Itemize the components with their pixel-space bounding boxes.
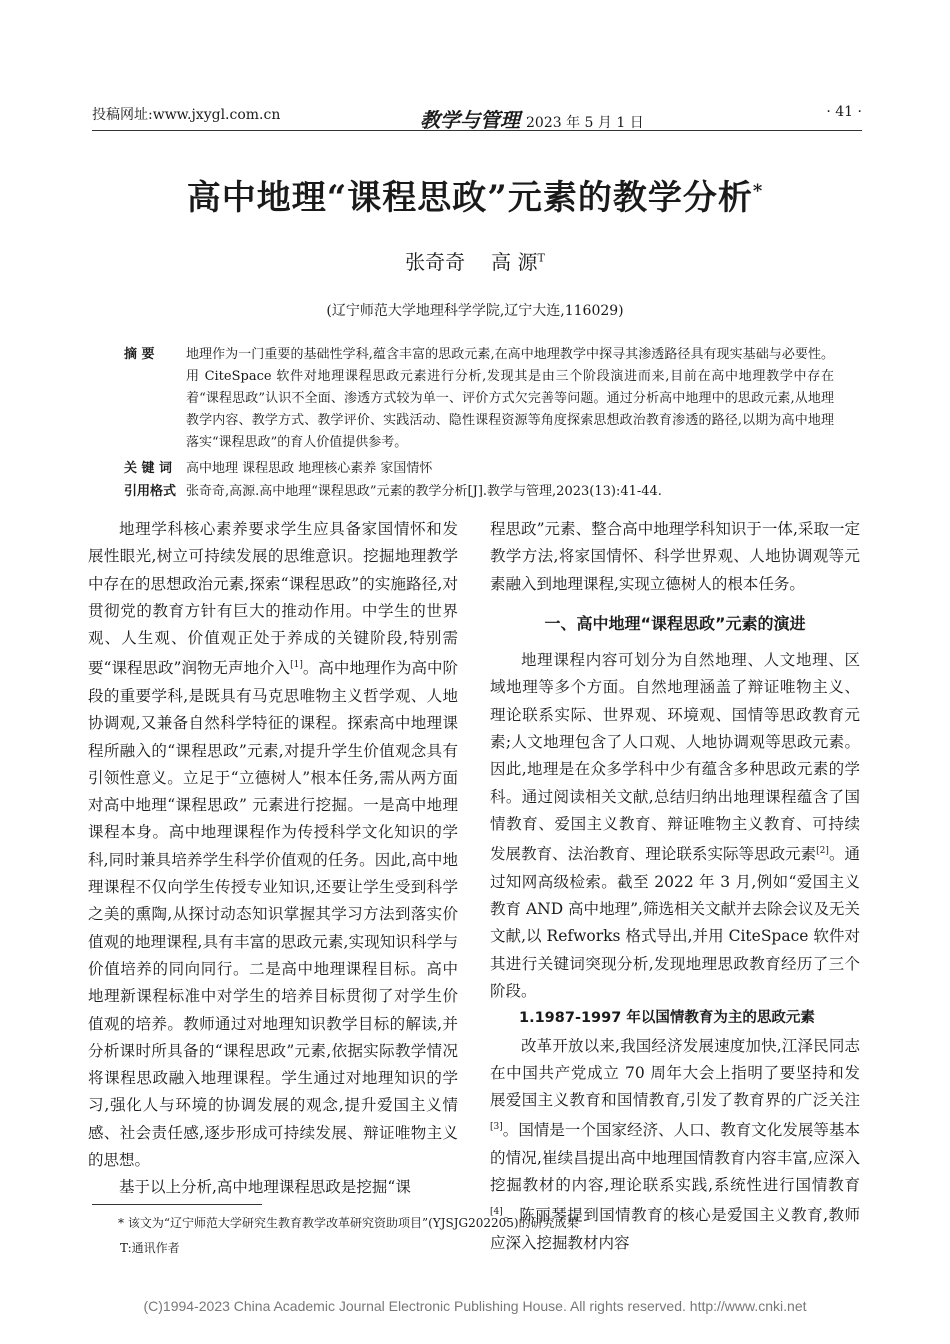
paragraph: 地理课程内容可划分为自然地理、人文地理、区域地理等多个方面。自然地理涵盖了辩证唯物主义、理论联系实际、世界观、环境观、国情等思政教育元素;人文地理包含了人口观、人地协调观等思政元素。因此,地理是在众多学科中少有蕴含多种思政元素的学科。通过阅读相关文献,总结归纳出地理课程蕴含了国情教育、爱国主义教育、辩证唯物主义教育、可持续发展教育、法治教育、理论联系实际等思政元素[2]。通过知网高级检索。截至 2022 年 3 月,例如“爱国主义教育 AND 高中地理”,筛选相关文献并去除会议及无关文献,以 Refworks 格式导出,并用 CiteSpace 软件对其进行关键词突现分析,发现地理思政教育经历了三个阶段。: [490, 651, 860, 1000]
citation-label: 引用格式: [124, 484, 177, 499]
affiliation: (辽宁师范大学地理科学学院,辽宁大连,116029): [326, 303, 624, 319]
paper-title: [0, 170, 950, 219]
copyright-notice: (C)1994-2023 China Academic Journal Electronic Publishing House. All rights reserved. http://www.cnki.net: [143, 1298, 807, 1314]
paragraph: 基于以上分析,高中地理课程思政是挖掘“课: [119, 1178, 411, 1197]
paragraph: 改革开放以来,我国经济发展速度加快,江泽民同志在中国共产党成立 70 周年大会上指明了要坚持和发展爱国主义教育和国情教育,引发了教育界的广泛关注[3]。国情是一个国家经济、人口、教育文化发展等基本的情况,崔续昌提出高中地理国情教育内容丰富,应深入挖掘教材的内容,理论联系实践,系统性进行国情教育[4]。陈丽琴提到国情教育的核心是爱国主义教育,教师应深入挖掘教材内容: [490, 1036, 860, 1252]
authors: [0, 246, 950, 275]
left-column: [88, 516, 458, 1202]
right-column: [490, 516, 860, 1257]
reference-4[interactable]: [4]: [490, 1207, 503, 1218]
footnote-corresponding: T:通讯作者: [120, 1241, 180, 1255]
citation: [124, 481, 834, 503]
subsection-heading: 1.1987-1997 年以国情教育为主的思政元素: [519, 1010, 815, 1027]
abstract-label: 摘 要: [124, 347, 155, 362]
header-website: 投稿网址:www.jxygl.com.cn: [92, 107, 281, 123]
journal-name: 教学与管理: [420, 108, 520, 132]
keywords-label: 关 键 词: [124, 461, 173, 476]
title-text: 高中地理“课程思政”元素的教学分析: [186, 178, 753, 218]
author-1: 张奇奇: [405, 250, 466, 274]
author-2: 高 源: [491, 250, 538, 274]
footnote-funding: * 该文为“辽宁师范大学研究生教育教学改革研究资助项目”(YJSJG202205)的研究成果: [118, 1216, 579, 1230]
reference-3[interactable]: [3]: [490, 1122, 503, 1133]
section-heading: 一、高中地理“课程思政”元素的演进: [544, 613, 806, 633]
footnote-rule: [92, 1204, 262, 1205]
citation-text: 张奇奇,高源.高中地理“课程思政”元素的教学分析[J].教学与管理,2023(13):41-44.: [186, 484, 662, 499]
header-journal: [420, 104, 644, 133]
corresponding-mark: T: [537, 251, 545, 265]
page-number: · 41 ·: [826, 104, 862, 120]
abstract-text: 地理作为一门重要的基础性学科,蕴含丰富的思政元素,在高中地理教学中探寻其渗透路径具有现实基础与必要性。用 CiteSpace 软件对地理课程思政元素进行分析,发现其是由三个阶段演进而来,目前在高中地理教学中存在着“课程思政”认识不全面、渗透方式较为单一、评价方式欠完善等问题。通过分析高中地理中的思政元素,从地理教学内容、教学方式、教学评价、实践活动、隐性课程资源等角度探索思想政治教育渗透的路径,以期为高中地理落实“课程思政”的育人价值提供参考。: [186, 347, 834, 450]
header-rule: [92, 130, 862, 131]
keywords-text: 高中地理 课程思政 地理核心素养 家国情怀: [186, 461, 433, 476]
paragraph: 程思政”元素、整合高中地理学科知识于一体,采取一定教学方法,将家国情怀、科学世界观、人地协调观等元素融入到地理课程,实现立德树人的根本任务。: [490, 520, 860, 593]
reference-1[interactable]: [1]: [290, 660, 303, 671]
abstract: [124, 344, 834, 454]
reference-2[interactable]: [2]: [816, 846, 829, 857]
title-footnote-mark: *: [752, 180, 764, 202]
issue-date: 2023 年 5 月 1 日: [526, 115, 644, 131]
keywords: [124, 458, 834, 480]
paragraph: 地理学科核心素养要求学生应具备家国情怀和发展性眼光,树立可持续发展的思维意识。挖掘地理教学中存在的思想政治元素,探索“课程思政”的实施路径,对贯彻党的教育方针有巨大的推动作用。中学生的世界观、人生观、价值观正处于养成的关键阶段,特别需要“课程思政”润物无声地介入[1]。高中地理作为高中阶段的重要学科,是既具有马克思唯物主义哲学观、人地协调观,又兼备自然科学特征的课程。探索高中地理课程所融入的“课程思政”元素,对提升学生价值观念具有引领性意义。立足于“立德树人”根本任务,需从两方面对高中地理“课程思政” 元素进行挖掘。一是高中地理课程本身。高中地理课程作为传授科学文化知识的学科,同时兼具培养学生科学价值观的任务。因此,高中地理课程不仅向学生传授专业知识,还要让学生受到科学之美的熏陶,从探讨动态知识掌握其学习方法到落实价值观的地理课程,具有丰富的思政元素,实现知识科学与价值培养的同向同行。二是高中地理课程目标。高中地理新课程标准中对学生的培养目标贯彻了对学生价值观的培养。教师通过对地理知识教学目标的解读,并分析课时所具备的“课程思政”元素,依据实际教学情况将课程思政融入地理课程。学生通过对地理知识的学习,强化人与环境的协调发展的观念,提升爱国主义情感、社会责任感,逐步形成可持续发展、辩证唯物主义的思想。: [88, 520, 458, 1169]
